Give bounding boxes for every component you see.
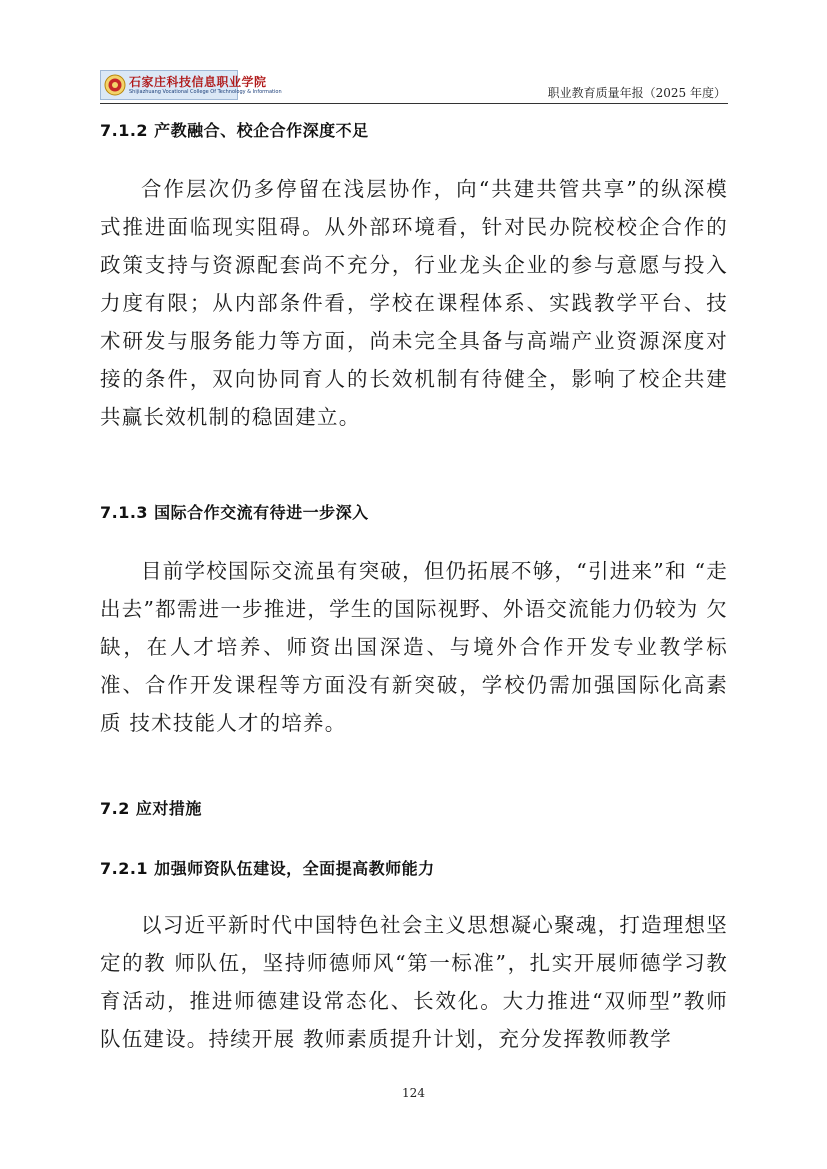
section-paragraph-7-1-3: 目前学校国际交流虽有突破，但仍拓展不够，“引进来”和 “走出去”都需进一步推进，学生的国际视野、外语交流能力仍较为 欠缺，在人才培养、师资出国深造、与境外合作开发专业教学标准、合作开发课程等方面没有新突破，学校仍需加强国际化高素质 技术技能人才的培养。 bbox=[100, 559, 728, 735]
logo-text: 石家庄科技信息职业学院 bbox=[129, 75, 267, 89]
section-heading-7-1-2: 7.1.2 产教融合、校企合作深度不足 bbox=[100, 121, 369, 140]
section-heading-7-2-1: 7.2.1 加强师资队伍建设，全面提高教师能力 bbox=[100, 859, 435, 878]
header-divider bbox=[100, 103, 728, 104]
college-logo bbox=[100, 70, 282, 100]
logo-subtext: Shijiazhuang Vocational College Of Technology & Information bbox=[129, 89, 282, 95]
college-emblem-icon bbox=[104, 74, 126, 96]
section-paragraph-7-2-1: 以习近平新时代中国特色社会主义思想凝心聚魂，打造理想坚定的教 师队伍，坚持师德师风“第一标准”，扎实开展师德学习教育活动，推进师德建设常态化、长效化。大力推进“双师型”教师队伍建设。持续开展 教师素质提升计划，充分发挥教师教学 bbox=[100, 913, 728, 1051]
section-heading-7-2: 7.2 应对措施 bbox=[100, 799, 202, 818]
section-heading-7-1-3: 7.1.3 国际合作交流有待进一步深入 bbox=[100, 503, 369, 522]
section-paragraph-7-1-2: 合作层次仍多停留在浅层协作，向“共建共管共享”的纵深模式推进面临现实阻碍。从外部环境看，针对民办院校校企合作的政策支持与资源配套尚不充分，行业龙头企业的参与意愿与投入力度有限；从内部条件看，学校在课程体系、实践教学平台、技术研发与服务能力等方面，尚未完全具备与高端产业资源深度对接的条件，双向协同育人的长效机制有待健全，影响了校企共建共赢长效机制的稳固建立。 bbox=[100, 177, 728, 429]
report-title: 职业教育质量年报（2025 年度） bbox=[547, 86, 726, 100]
page-header bbox=[100, 70, 728, 104]
page-number: 124 bbox=[402, 1086, 425, 1100]
